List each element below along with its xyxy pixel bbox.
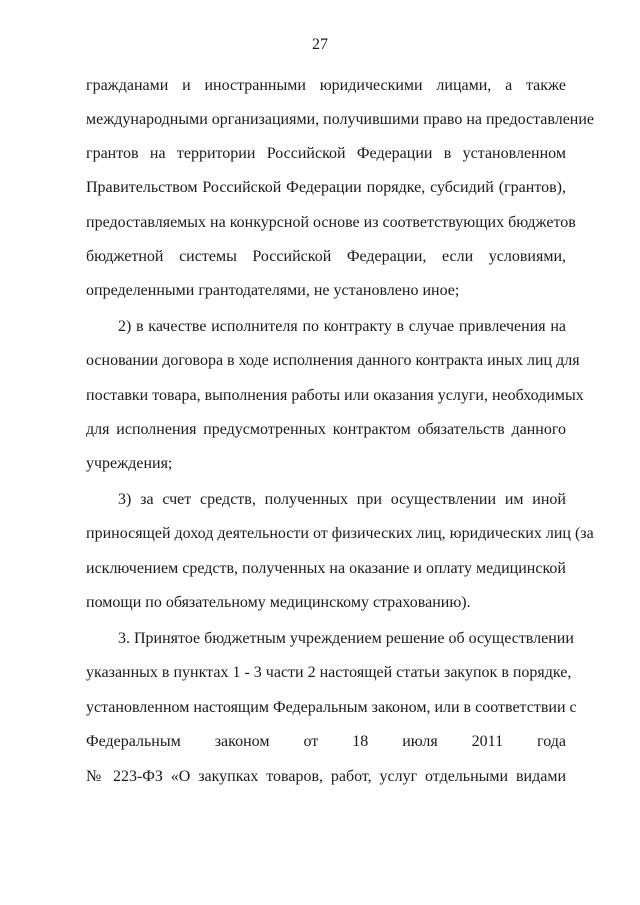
text-line: основании договора в ходе исполнения данного контракта иных лиц для — [86, 352, 580, 369]
text-line: исключением средств, полученных на оказание и оплату медицинской — [86, 560, 566, 577]
text-line: приносящей доход деятельности от физических лиц, юридических лиц (за — [86, 525, 594, 542]
text-line: определенными грантодателями, не установлено иное; — [86, 282, 460, 299]
text-line: грантов на территории Российской Федерации в установленном — [86, 145, 566, 162]
text-line: учреждения; — [86, 455, 173, 472]
text-line: поставки товара, выполнения работы или оказания услуги, необходимых — [86, 387, 584, 404]
text-line: установленном настоящим Федеральным законом, или в соответствии с — [86, 699, 577, 716]
text-line: помощи по обязательному медицинскому страхованию). — [86, 594, 471, 611]
text-line: для исполнения предусмотренных контрактом обязательств данного — [86, 421, 566, 438]
text-line: бюджетной системы Российской Федерации, если условиями, — [86, 248, 566, 265]
text-line: международными организациями, получившими право на предоставление — [86, 111, 595, 128]
page-number: 27 — [312, 36, 328, 53]
text-line: Правительством Российской Федерации порядке, субсидий (грантов), — [86, 179, 566, 196]
text-line: 2) в качестве исполнителя по контракту в случае привлечения на — [118, 318, 566, 335]
text-line: предоставляемых на конкурсной основе из соответствующих бюджетов — [86, 214, 576, 231]
text-line: 3. Принятое бюджетным учреждением решение об осуществлении — [118, 630, 574, 647]
text-line: гражданами и иностранными юридическими лицами, а также — [86, 77, 566, 94]
text-line: Федеральным законом от 18 июля 2011 года — [86, 733, 566, 750]
text-line: указанных в пунктах 1 - 3 части 2 настоящей статьи закупок в порядке, — [86, 664, 572, 681]
text-line: 3) за счет средств, полученных при осуществлении им иной — [118, 491, 566, 508]
text-line: № 223-ФЗ «О закупках товаров, работ, услуг отдельными видами — [86, 768, 566, 785]
